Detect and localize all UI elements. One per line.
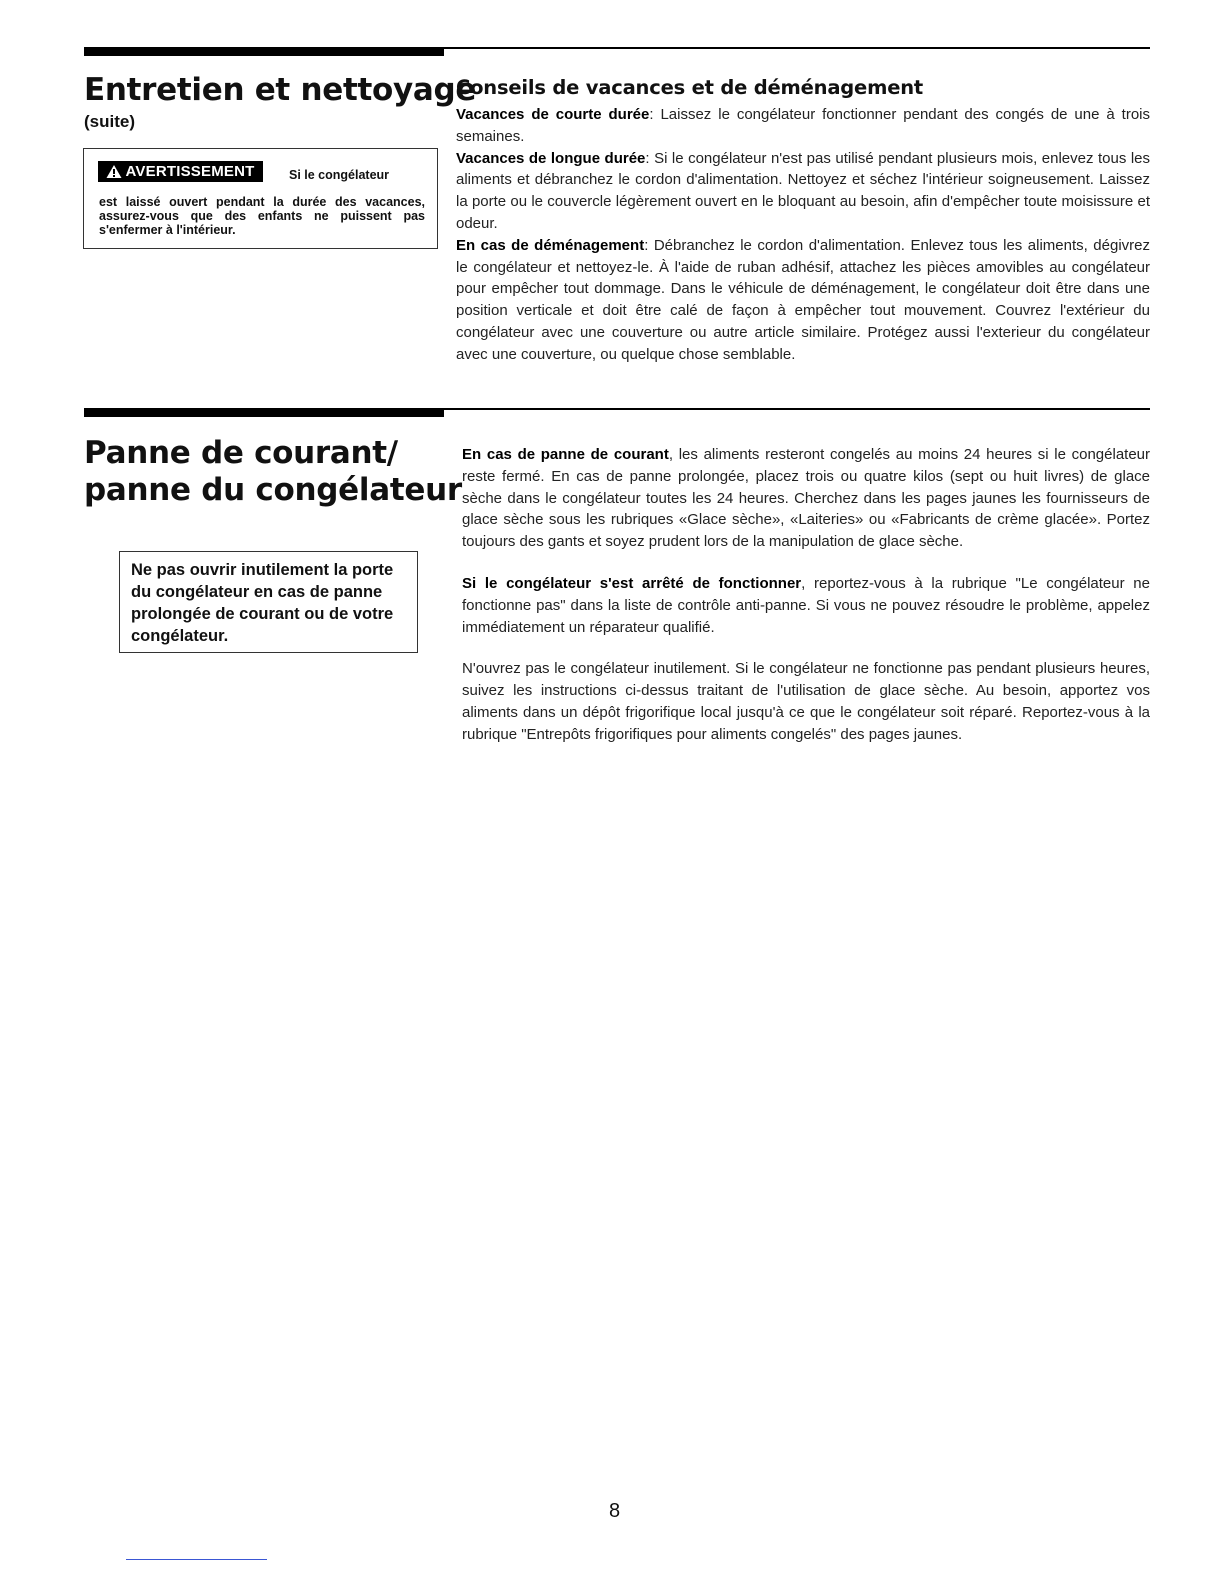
paragraph-longue-duree <box>456 148 1150 235</box>
paragraph-text: : Débranchez le cordon d'alimentation. Enlevez tous les aliments, dégivrez le congélateur et nettoyez-le. À l'aide de ruban adhésif, attachez les pièces amovibles au congélateur pour empêcher tout dommage. Dans le véhicule de déménagement, le congélateur doit être dans une position verticale et doit être calé de façon à empêcher tout mouvement. Couvrez l'extérieur du congélateur avec une couverture ou autre article similaire. Protégez aussi l'exterieur du congélateur avec une couverture, ou quelque chose semblable. <box>456 236 1150 363</box>
section-rule-thin <box>444 408 1150 410</box>
page-number: 8 <box>609 1500 621 1522</box>
section-heading-conseils: Conseils de vacances et de déménagement <box>456 76 924 99</box>
footer-link-underline <box>126 1559 267 1560</box>
paragraph-label: En cas de panne de courant <box>462 446 669 463</box>
paragraph-courte-duree <box>456 104 1150 148</box>
paragraph-demenagement <box>456 235 1150 366</box>
paragraph-text: : Laissez le congélateur fonctionner pendant des congés de une à trois semaines. <box>456 106 1150 145</box>
warning-lead: Si le congélateur <box>289 168 390 182</box>
section-rule-thick <box>84 47 444 56</box>
section-rule-thin <box>444 47 1150 49</box>
paragraph-text: , les aliments resteront congelés au moins 24 heures si le congélateur reste fermé. En cas de panne prolongée, placez trois ou quatre kilos (sept ou huit livres) de glace sèche dans le congélateur toutes les 24 heures. Cherchez dans les pages jaunes les fournisseurs de glace sèche sous les rubriques «Glace sèche», «Laiteries» ou «Fabricants de crème glacée». Portez toujours des gants et soyez prudent lors de la manipulation de glace sèche. <box>462 446 1151 551</box>
warning-triangle-icon <box>106 164 122 179</box>
section-subtitle: (suite) <box>84 112 135 131</box>
paragraph-label: Vacances de courte durée <box>456 106 650 123</box>
panne-body <box>462 444 1150 746</box>
note-box: Ne pas ouvrir inutilement la porte du congélateur en cas de panne prolongée de courant ou de votre congélateur. <box>119 551 418 653</box>
warning-box <box>83 148 438 249</box>
section-rule-thick <box>84 408 444 417</box>
paragraph-text: , reportez-vous à la rubrique "Le congélateur ne fonctionne pas" dans la liste de contrôle anti-panne. Si vous ne pouvez résoudre le problème, appelez immédiatement un réparateur qualifié. <box>462 574 1150 636</box>
paragraph-text: N'ouvrez pas le congélateur inutilement. Si le congélateur ne fonctionne pas pendant plusieurs heures, suivez les instructions ci-dessus traitant de l'utilisation de glace sèche. Au besoin, apportez vos aliments dans un dépôt frigorifique local jusqu'à ce que le congélateur soit réparé. Reportez-vous à la rubrique "Entrepôts frigorifiques pour aliments congelés" des pages jaunes. <box>462 660 1150 743</box>
paragraph-text: : Si le congélateur n'est pas utilisé pendant plusieurs mois, enlevez tous les aliments et débranchez le cordon d'alimentation. Nettoyez et séchez l'intérieur soigneusement. Laissez la porte ou le couvercle légèrement ouvert en le bloquant au besoin, afin d'empêcher toute moisissure et odeur. <box>456 149 1150 232</box>
paragraph-panne-courant <box>462 444 1150 553</box>
paragraph-label: Si le congélateur s'est arrêté de fonctionner <box>462 574 802 592</box>
paragraph-arret <box>462 573 1150 638</box>
conseils-body <box>456 104 1150 366</box>
paragraph-label: Vacances de longue durée <box>456 149 646 167</box>
section-title-panne-line1: Panne de courant/ <box>84 435 398 471</box>
paragraph-label: En cas de déménagement <box>456 236 645 254</box>
section-title-entretien: Entretien et nettoyage <box>84 72 477 108</box>
warning-badge <box>98 161 263 182</box>
warning-text: est laissé ouvert pendant la durée des vacances, assurez-vous que des enfants ne puissent pas s'enfermer à l'intérieur. <box>99 195 425 237</box>
paragraph-ouvrez-pas <box>462 658 1150 745</box>
warning-badge-label: AVERTISSEMENT <box>125 163 255 180</box>
section-title-panne-line2: panne du congélateur <box>84 472 462 508</box>
